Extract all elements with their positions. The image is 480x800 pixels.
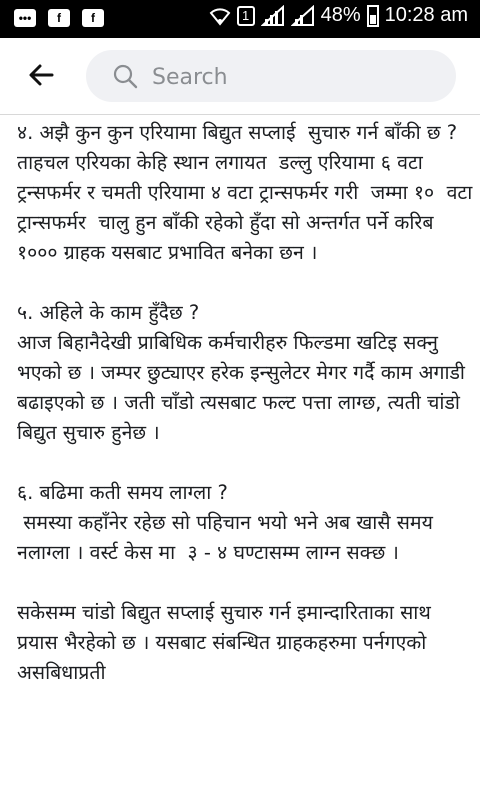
answer-6: समस्या कहाँनेर रहेछ सो पहिचान भयो भने अब खासै समय नलाग्ला । वर्स्ट केस मा ३ - ४ घण्टासम्म लाग्न सक्छ ।	[17, 511, 440, 564]
bbm-icon: •••	[14, 9, 36, 27]
post-body	[17, 118, 479, 688]
status-bar	[0, 0, 480, 38]
arrow-left-icon[interactable]	[26, 60, 56, 90]
search-bar[interactable]	[86, 50, 456, 102]
wifi-icon	[209, 6, 231, 26]
clock: 10:28 am	[384, 4, 468, 26]
question-6: ६. बढिमा कती समय लाग्ला ?	[17, 481, 228, 504]
sim-icon: 1	[237, 6, 255, 26]
search-icon	[112, 63, 138, 89]
facebook-icon: f	[82, 9, 104, 27]
search-input[interactable]	[150, 58, 444, 96]
facebook-icon: f	[48, 9, 70, 27]
battery-percent: 48%	[320, 4, 361, 26]
answer-5: आज बिहानैदेखी प्राबिधिक कर्मचारीहरु फिल्डमा खटिइ सक्नु भएको छ । जम्पर छुट्याएर हरेक इन्सुलेटर मेगर गर्दै काम अगाडी बढाइएको छ । जती चाँडो त्यसबाट फल्ट पत्ता लाग्छ, त्यती चांडो बिद्युत सुचारु हुनेछ ।	[17, 331, 472, 444]
system-status	[209, 4, 468, 27]
signal-icon	[261, 5, 285, 27]
answer-4: ताहचल एरियका केहि स्थान लगायत डल्लु एरियामा ६ वटा ट्रन्सफर्मर र चमती एरियामा ४ वटा ट्रान्सफर्मर गरी जम्मा १० वटा ट्रान्सफर्मर चालु हुन बाँकी रहेको हुँदा सो अन्तर्गत पर्ने करिब १००० ग्राहक यसबाट प्रभावित बनेका छन ।	[17, 151, 479, 264]
battery-icon	[367, 5, 379, 27]
app-header	[0, 38, 480, 115]
closing-paragraph: सकेसम्म चांडो बिद्युत सप्लाई सुचारु गर्न इमान्दारिताका साथ प्रयास भैरहेको छ । यसबाट संबन्धित ग्राहकहरुमा पर्नगएको असबिधाप्रती	[17, 601, 438, 684]
question-4: ४. अझै कुन कुन एरियामा बिद्युत सप्लाई सुचारु गर्न बाँकी छ ?	[17, 121, 458, 144]
question-5: ५. अहिले के काम हुँदैछ ?	[17, 301, 200, 324]
notification-icons	[14, 9, 104, 27]
signal-icon	[291, 5, 315, 27]
